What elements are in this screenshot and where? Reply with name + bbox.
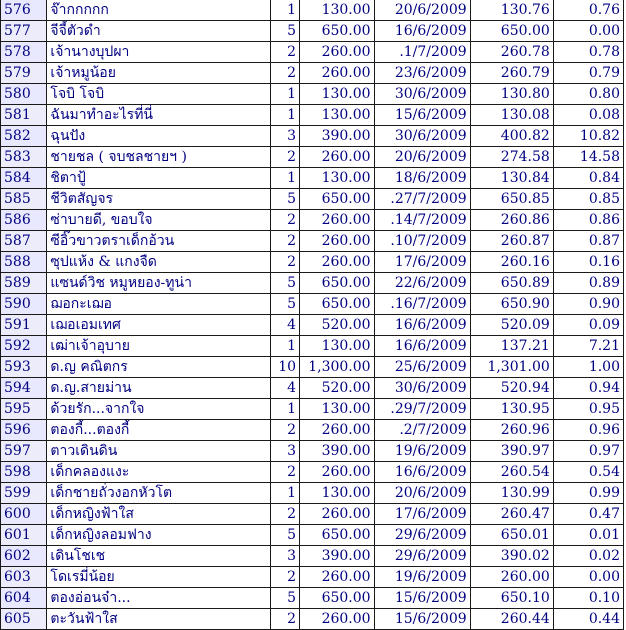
- row-number-cell[interactable]: 604: [1, 588, 47, 609]
- table-row: [1, 420, 624, 441]
- quantity-cell[interactable]: 1: [270, 336, 299, 357]
- paid-cell[interactable]: 130.76: [470, 0, 553, 21]
- table-row: [1, 126, 624, 147]
- row-number-cell[interactable]: 596: [1, 420, 47, 441]
- paid-cell[interactable]: 400.82: [470, 126, 553, 147]
- quantity-cell[interactable]: 1: [270, 0, 299, 21]
- row-number-cell[interactable]: 605: [1, 609, 47, 630]
- paid-cell[interactable]: 137.21: [470, 336, 553, 357]
- difference-cell[interactable]: 0.79: [553, 63, 623, 84]
- quantity-cell[interactable]: 3: [270, 546, 299, 567]
- difference-cell[interactable]: 14.58: [553, 147, 623, 168]
- difference-cell[interactable]: 0.87: [553, 231, 623, 252]
- paid-cell[interactable]: 260.87: [470, 231, 553, 252]
- amount-cell[interactable]: 130.00: [300, 84, 375, 105]
- difference-cell[interactable]: 10.82: [553, 126, 623, 147]
- quantity-cell[interactable]: 2: [270, 231, 299, 252]
- row-number-cell[interactable]: 582: [1, 126, 47, 147]
- date-cell[interactable]: 16/6/2009: [374, 336, 470, 357]
- amount-cell[interactable]: 650.00: [300, 525, 375, 546]
- date-cell[interactable]: 20/6/2009: [374, 483, 470, 504]
- date-cell[interactable]: 23/6/2009: [374, 63, 470, 84]
- paid-cell[interactable]: 390.02: [470, 546, 553, 567]
- quantity-cell[interactable]: 3: [270, 441, 299, 462]
- table-row: [1, 231, 624, 252]
- table-row: [1, 483, 624, 504]
- paid-cell[interactable]: 130.08: [470, 105, 553, 126]
- quantity-cell[interactable]: 2: [270, 147, 299, 168]
- table-row: [1, 588, 624, 609]
- date-cell[interactable]: .10/7/2009: [374, 231, 470, 252]
- paid-cell[interactable]: 650.10: [470, 588, 553, 609]
- name-cell[interactable]: โดเรมี่น้อย: [47, 567, 271, 588]
- name-cell[interactable]: เฌอเอมเทศ: [47, 315, 271, 336]
- date-cell[interactable]: .27/7/2009: [374, 189, 470, 210]
- amount-cell[interactable]: 130.00: [300, 105, 375, 126]
- difference-cell[interactable]: 0.00: [553, 21, 623, 42]
- difference-cell[interactable]: 7.21: [553, 336, 623, 357]
- amount-cell[interactable]: 260.00: [300, 231, 375, 252]
- amount-cell[interactable]: 260.00: [300, 63, 375, 84]
- row-number-cell[interactable]: 581: [1, 105, 47, 126]
- name-cell[interactable]: ตองอ่อนจ๋า...: [47, 588, 271, 609]
- paid-cell[interactable]: 650.89: [470, 273, 553, 294]
- row-number-cell[interactable]: 577: [1, 21, 47, 42]
- date-cell[interactable]: .1/7/2009: [374, 42, 470, 63]
- date-cell[interactable]: 16/6/2009: [374, 462, 470, 483]
- paid-cell[interactable]: 1,301.00: [470, 357, 553, 378]
- row-number-cell[interactable]: 599: [1, 483, 47, 504]
- difference-cell[interactable]: 0.94: [553, 378, 623, 399]
- date-cell[interactable]: 15/6/2009: [374, 609, 470, 630]
- paid-cell[interactable]: 650.00: [470, 21, 553, 42]
- row-number-cell[interactable]: 601: [1, 525, 47, 546]
- paid-cell[interactable]: 274.58: [470, 147, 553, 168]
- amount-cell[interactable]: 130.00: [300, 399, 375, 420]
- name-cell[interactable]: จ๊ากกกกก: [47, 0, 271, 21]
- table-row: [1, 252, 624, 273]
- table-row: [1, 168, 624, 189]
- date-cell[interactable]: .14/7/2009: [374, 210, 470, 231]
- date-cell[interactable]: .16/7/2009: [374, 294, 470, 315]
- difference-cell[interactable]: 0.86: [553, 210, 623, 231]
- row-number-cell[interactable]: 603: [1, 567, 47, 588]
- difference-cell[interactable]: 0.90: [553, 294, 623, 315]
- quantity-cell[interactable]: 2: [270, 420, 299, 441]
- date-cell[interactable]: 15/6/2009: [374, 105, 470, 126]
- table-row: [1, 609, 624, 630]
- table-row: [1, 84, 624, 105]
- paid-cell[interactable]: 130.80: [470, 84, 553, 105]
- row-number-cell[interactable]: 590: [1, 294, 47, 315]
- quantity-cell[interactable]: 10: [270, 357, 299, 378]
- date-cell[interactable]: 30/6/2009: [374, 378, 470, 399]
- name-cell[interactable]: เด็กหญิงลอมฟาง: [47, 525, 271, 546]
- difference-cell[interactable]: 0.80: [553, 84, 623, 105]
- difference-cell[interactable]: 0.95: [553, 399, 623, 420]
- date-cell[interactable]: .29/7/2009: [374, 399, 470, 420]
- date-cell[interactable]: 30/6/2009: [374, 126, 470, 147]
- difference-cell[interactable]: 0.54: [553, 462, 623, 483]
- quantity-cell[interactable]: 2: [270, 609, 299, 630]
- date-cell[interactable]: 19/6/2009: [374, 441, 470, 462]
- name-cell[interactable]: ซุปแห้ง & แกงจืด: [47, 252, 271, 273]
- table-row: [1, 315, 624, 336]
- quantity-cell[interactable]: 1: [270, 483, 299, 504]
- difference-cell[interactable]: 0.76: [553, 0, 623, 21]
- row-number-cell[interactable]: 591: [1, 315, 47, 336]
- paid-cell[interactable]: 260.78: [470, 42, 553, 63]
- quantity-cell[interactable]: 5: [270, 525, 299, 546]
- name-cell[interactable]: ด้วยรัก...จากใจ: [47, 399, 271, 420]
- amount-cell[interactable]: 260.00: [300, 252, 375, 273]
- paid-cell[interactable]: 520.09: [470, 315, 553, 336]
- table-row: [1, 441, 624, 462]
- difference-cell[interactable]: 0.00: [553, 567, 623, 588]
- difference-cell[interactable]: 0.99: [553, 483, 623, 504]
- name-cell[interactable]: เด็กคลองแงะ: [47, 462, 271, 483]
- quantity-cell[interactable]: 2: [270, 252, 299, 273]
- amount-cell[interactable]: 130.00: [300, 483, 375, 504]
- amount-cell[interactable]: 260.00: [300, 420, 375, 441]
- name-cell[interactable]: ฉุนปัง: [47, 126, 271, 147]
- difference-cell[interactable]: 0.47: [553, 504, 623, 525]
- name-cell[interactable]: แซนด์วิช หมูหยอง-ทูน่า: [47, 273, 271, 294]
- table-row: [1, 525, 624, 546]
- row-number-cell[interactable]: 579: [1, 63, 47, 84]
- paid-cell[interactable]: 260.44: [470, 609, 553, 630]
- date-cell[interactable]: 30/6/2009: [374, 84, 470, 105]
- name-cell[interactable]: เดินโชเช: [47, 546, 271, 567]
- quantity-cell[interactable]: 1: [270, 168, 299, 189]
- quantity-cell[interactable]: 2: [270, 462, 299, 483]
- date-cell[interactable]: .2/7/2009: [374, 420, 470, 441]
- name-cell[interactable]: ฉันมาทำอะไรที่นี่: [47, 105, 271, 126]
- difference-cell[interactable]: 0.78: [553, 42, 623, 63]
- quantity-cell[interactable]: 5: [270, 294, 299, 315]
- name-cell[interactable]: โจบิ โจบิ: [47, 84, 271, 105]
- amount-cell[interactable]: 650.00: [300, 273, 375, 294]
- quantity-cell[interactable]: 2: [270, 567, 299, 588]
- row-number-cell[interactable]: 600: [1, 504, 47, 525]
- amount-cell[interactable]: 390.00: [300, 126, 375, 147]
- row-number-cell[interactable]: 589: [1, 273, 47, 294]
- difference-cell[interactable]: 0.10: [553, 588, 623, 609]
- row-number-cell[interactable]: 580: [1, 84, 47, 105]
- table-row: [1, 147, 624, 168]
- table-row: [1, 399, 624, 420]
- name-cell[interactable]: ตองกี้...ตองกี้: [47, 420, 271, 441]
- quantity-cell[interactable]: 1: [270, 105, 299, 126]
- date-cell[interactable]: 20/6/2009: [374, 0, 470, 21]
- row-number-cell[interactable]: 584: [1, 168, 47, 189]
- date-cell[interactable]: 20/6/2009: [374, 147, 470, 168]
- difference-cell[interactable]: 0.84: [553, 168, 623, 189]
- amount-cell[interactable]: 650.00: [300, 189, 375, 210]
- row-number-cell[interactable]: 588: [1, 252, 47, 273]
- amount-cell[interactable]: 390.00: [300, 441, 375, 462]
- name-cell[interactable]: เจ้านางบุปผา: [47, 42, 271, 63]
- name-cell[interactable]: เด็กหญิงฟ้าใส: [47, 504, 271, 525]
- amount-cell[interactable]: 260.00: [300, 462, 375, 483]
- paid-cell[interactable]: 260.96: [470, 420, 553, 441]
- difference-cell[interactable]: 0.16: [553, 252, 623, 273]
- paid-cell[interactable]: 260.79: [470, 63, 553, 84]
- quantity-cell[interactable]: 1: [270, 399, 299, 420]
- quantity-cell[interactable]: 4: [270, 315, 299, 336]
- name-cell[interactable]: ฌอกะเฌอ: [47, 294, 271, 315]
- difference-cell[interactable]: 0.96: [553, 420, 623, 441]
- quantity-cell[interactable]: 2: [270, 210, 299, 231]
- row-number-cell[interactable]: 597: [1, 441, 47, 462]
- row-number-cell[interactable]: 592: [1, 336, 47, 357]
- name-cell[interactable]: ชีวิตสัญจร: [47, 189, 271, 210]
- table-row: [1, 210, 624, 231]
- amount-cell[interactable]: 130.00: [300, 0, 375, 21]
- table-row: [1, 378, 624, 399]
- table-row: [1, 0, 624, 21]
- date-cell[interactable]: 25/6/2009: [374, 357, 470, 378]
- date-cell[interactable]: 18/6/2009: [374, 168, 470, 189]
- paid-cell[interactable]: 650.85: [470, 189, 553, 210]
- quantity-cell[interactable]: 3: [270, 126, 299, 147]
- quantity-cell[interactable]: 5: [270, 588, 299, 609]
- amount-cell[interactable]: 650.00: [300, 21, 375, 42]
- difference-cell[interactable]: 0.44: [553, 609, 623, 630]
- name-cell[interactable]: เฒ่าเจ้าอุบาย: [47, 336, 271, 357]
- name-cell[interactable]: ชายชล ( จบชลชายฯ ): [47, 147, 271, 168]
- amount-cell[interactable]: 130.00: [300, 336, 375, 357]
- quantity-cell[interactable]: 2: [270, 63, 299, 84]
- row-number-cell[interactable]: 602: [1, 546, 47, 567]
- paid-cell[interactable]: 260.47: [470, 504, 553, 525]
- amount-cell[interactable]: 390.00: [300, 546, 375, 567]
- difference-cell[interactable]: 0.89: [553, 273, 623, 294]
- name-cell[interactable]: ตะวันฟ้าใส: [47, 609, 271, 630]
- paid-cell[interactable]: 390.97: [470, 441, 553, 462]
- table-row: [1, 63, 624, 84]
- row-number-cell[interactable]: 593: [1, 357, 47, 378]
- paid-cell[interactable]: 130.95: [470, 399, 553, 420]
- table-row: [1, 294, 624, 315]
- name-cell[interactable]: เจ้าหมูน้อย: [47, 63, 271, 84]
- date-cell[interactable]: 22/6/2009: [374, 273, 470, 294]
- difference-cell[interactable]: 0.02: [553, 546, 623, 567]
- amount-cell[interactable]: 520.00: [300, 378, 375, 399]
- table-row: [1, 273, 624, 294]
- name-cell[interactable]: ด.ญ.สายม่าน: [47, 378, 271, 399]
- amount-cell[interactable]: 260.00: [300, 609, 375, 630]
- paid-cell[interactable]: 520.94: [470, 378, 553, 399]
- paid-cell[interactable]: 260.16: [470, 252, 553, 273]
- difference-cell[interactable]: 0.01: [553, 525, 623, 546]
- table-body: [1, 0, 624, 630]
- date-cell[interactable]: 19/6/2009: [374, 567, 470, 588]
- amount-cell[interactable]: 260.00: [300, 567, 375, 588]
- date-cell[interactable]: 16/6/2009: [374, 315, 470, 336]
- table-row: [1, 42, 624, 63]
- name-cell[interactable]: เด็กชายถั่วงอกหัวโต: [47, 483, 271, 504]
- row-number-cell[interactable]: 576: [1, 0, 47, 21]
- row-number-cell[interactable]: 586: [1, 210, 47, 231]
- quantity-cell[interactable]: 2: [270, 42, 299, 63]
- name-cell[interactable]: จีจี้ตัวดำ: [47, 21, 271, 42]
- table-row: [1, 546, 624, 567]
- table-row: [1, 504, 624, 525]
- name-cell[interactable]: ตาวเดินดิน: [47, 441, 271, 462]
- difference-cell[interactable]: 0.97: [553, 441, 623, 462]
- row-number-cell[interactable]: 595: [1, 399, 47, 420]
- difference-cell[interactable]: 1.00: [553, 357, 623, 378]
- table-row: [1, 567, 624, 588]
- name-cell[interactable]: ซ่าบายดี, ขอบใจ: [47, 210, 271, 231]
- quantity-cell[interactable]: 5: [270, 21, 299, 42]
- quantity-cell[interactable]: 2: [270, 504, 299, 525]
- quantity-cell[interactable]: 1: [270, 84, 299, 105]
- date-cell[interactable]: 17/6/2009: [374, 252, 470, 273]
- date-cell[interactable]: 29/6/2009: [374, 525, 470, 546]
- amount-cell[interactable]: 260.00: [300, 42, 375, 63]
- quantity-cell[interactable]: 5: [270, 273, 299, 294]
- amount-cell[interactable]: 130.00: [300, 168, 375, 189]
- amount-cell[interactable]: 520.00: [300, 315, 375, 336]
- date-cell[interactable]: 29/6/2009: [374, 546, 470, 567]
- quantity-cell[interactable]: 5: [270, 189, 299, 210]
- row-number-cell[interactable]: 587: [1, 231, 47, 252]
- date-cell[interactable]: 17/6/2009: [374, 504, 470, 525]
- amount-cell[interactable]: 260.00: [300, 147, 375, 168]
- row-number-cell[interactable]: 578: [1, 42, 47, 63]
- row-number-cell[interactable]: 594: [1, 378, 47, 399]
- paid-cell[interactable]: 130.99: [470, 483, 553, 504]
- table-row: [1, 189, 624, 210]
- paid-cell[interactable]: 260.54: [470, 462, 553, 483]
- name-cell[interactable]: ซีอิ๊วขาวตราเด็กอ้วน: [47, 231, 271, 252]
- paid-cell[interactable]: 650.01: [470, 525, 553, 546]
- table-row: [1, 105, 624, 126]
- date-cell[interactable]: 15/6/2009: [374, 588, 470, 609]
- row-number-cell[interactable]: 598: [1, 462, 47, 483]
- paid-cell[interactable]: 650.90: [470, 294, 553, 315]
- amount-cell[interactable]: 1,300.00: [300, 357, 375, 378]
- amount-cell[interactable]: 650.00: [300, 294, 375, 315]
- paid-cell[interactable]: 260.00: [470, 567, 553, 588]
- quantity-cell[interactable]: 4: [270, 378, 299, 399]
- table-row: [1, 462, 624, 483]
- date-cell[interactable]: 16/6/2009: [374, 21, 470, 42]
- name-cell[interactable]: ชิตาปู้: [47, 168, 271, 189]
- paid-cell[interactable]: 130.84: [470, 168, 553, 189]
- difference-cell[interactable]: 0.85: [553, 189, 623, 210]
- amount-cell[interactable]: 650.00: [300, 588, 375, 609]
- paid-cell[interactable]: 260.86: [470, 210, 553, 231]
- table-row: [1, 336, 624, 357]
- amount-cell[interactable]: 260.00: [300, 210, 375, 231]
- name-cell[interactable]: ด.ญ คณิตกร: [47, 357, 271, 378]
- row-number-cell[interactable]: 583: [1, 147, 47, 168]
- amount-cell[interactable]: 260.00: [300, 504, 375, 525]
- difference-cell[interactable]: 0.09: [553, 315, 623, 336]
- difference-cell[interactable]: 0.08: [553, 105, 623, 126]
- table-row: [1, 21, 624, 42]
- row-number-cell[interactable]: 585: [1, 189, 47, 210]
- table-row: [1, 357, 624, 378]
